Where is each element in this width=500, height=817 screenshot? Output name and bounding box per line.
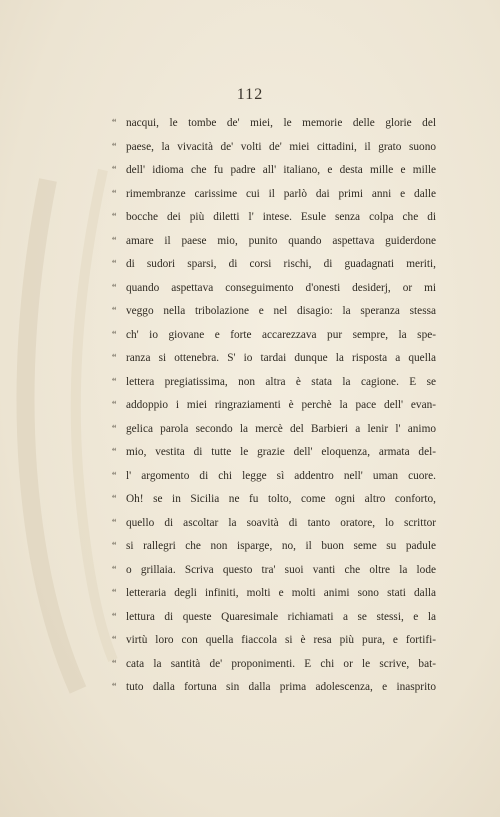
quote-mark: “ — [112, 235, 117, 247]
text-line — [112, 606, 436, 630]
quote-mark: “ — [112, 400, 117, 411]
line-text: lettura di queste Quaresimale richiamati a se stessi, e la — [126, 610, 436, 623]
text-line — [112, 136, 436, 160]
text-body — [112, 112, 436, 700]
line-text: addoppio i miei ringraziamenti è perchè la pace dell' evan- — [126, 399, 436, 411]
text-line — [112, 324, 436, 348]
quote-mark: “ — [112, 423, 117, 435]
quote-mark: “ — [112, 564, 117, 576]
text-line — [112, 535, 436, 559]
line-text: ch' io giovane e forte accarezzava pur sempre, la spe- — [126, 328, 436, 341]
line-text: virtù loro con quella fiaccola si è resa più pura, e fortifi- — [126, 634, 436, 646]
line-text: bocche dei più diletti l' intese. Esule senza colpa che di — [126, 211, 436, 223]
quote-mark: “ — [112, 682, 117, 693]
quote-mark: “ — [112, 447, 117, 458]
text-line — [112, 300, 436, 324]
line-text: dell' idioma che fu padre all' italiano, e desta mille e mille — [126, 164, 436, 176]
line-text: ranza si ottenebra. S' io tardai dunque la risposta a quella — [126, 352, 436, 364]
text-line — [112, 676, 436, 700]
text-line — [112, 159, 436, 183]
line-text: rimembranze carissime cui il parlò dai primi anni e dalle — [126, 187, 436, 200]
text-line — [112, 582, 436, 606]
line-text: gelica parola secondo la mercè del Barbieri a lenir l' animo — [126, 422, 436, 435]
line-text: nacqui, le tombe de' miei, le memorie delle glorie del — [126, 117, 436, 129]
quote-mark: “ — [112, 329, 117, 341]
text-line — [112, 465, 436, 489]
text-line — [112, 653, 436, 677]
quote-mark: “ — [112, 376, 117, 388]
quote-mark: “ — [112, 470, 117, 482]
quote-mark: “ — [112, 259, 117, 270]
text-line — [112, 277, 436, 301]
text-line — [112, 559, 436, 583]
text-line — [112, 347, 436, 371]
text-line — [112, 441, 436, 465]
quote-mark: “ — [112, 588, 117, 599]
quote-mark: “ — [112, 212, 117, 223]
quote-mark: “ — [112, 118, 117, 129]
quote-mark: “ — [112, 353, 117, 364]
quote-mark: “ — [112, 282, 117, 294]
text-line — [112, 394, 436, 418]
line-text: Oh! se in Sicilia ne fu tolto, come ogni altro conforto, — [126, 493, 436, 505]
text-line — [112, 512, 436, 536]
text-line — [112, 629, 436, 653]
quote-mark: “ — [112, 141, 117, 153]
line-text: tuto dalla fortuna sin dalla prima adolescenza, e inasprito — [126, 681, 436, 693]
text-line — [112, 371, 436, 395]
page-stain — [8, 0, 118, 817]
line-text: mio, vestita di tutte le grazie dell' eloquenza, armata del- — [126, 446, 436, 458]
quote-mark: “ — [112, 306, 117, 317]
quote-mark: “ — [112, 658, 117, 670]
quote-mark: “ — [112, 611, 117, 623]
line-text: veggo nella tribolazione e nel disagio: la speranza stessa — [126, 305, 436, 317]
line-text: paese, la vivacità de' volti de' miei cittadini, il grato suono — [126, 140, 436, 153]
line-text: l' argomento di chi legge sì addentro nell' uman cuore. — [126, 469, 436, 482]
text-line — [112, 206, 436, 230]
quote-mark: “ — [112, 635, 117, 646]
text-line — [112, 112, 436, 136]
text-line — [112, 230, 436, 254]
quote-mark: “ — [112, 494, 117, 505]
text-line — [112, 488, 436, 512]
text-line — [112, 253, 436, 277]
page-number: 112 — [236, 86, 264, 103]
line-text: letteraria degli infiniti, molti e molti animi sono stati dalla — [126, 587, 436, 599]
quote-mark: “ — [112, 541, 117, 552]
text-line — [112, 183, 436, 207]
line-text: quando aspettava conseguimento d'onesti desiderj, or mi — [126, 281, 436, 294]
line-text: amare il paese mio, punito quando aspettava guiderdone — [126, 234, 436, 247]
line-text: cata la santità de' proponimenti. E chi or le scrive, bat- — [126, 657, 436, 670]
quote-mark: “ — [112, 188, 117, 200]
line-text: lettera pregiatissima, non altra è stata la cagione. E se — [126, 375, 436, 388]
line-text: di sudori sparsi, di corsi rischi, di guadagnati meriti, — [126, 258, 436, 270]
line-text: o grillaia. Scriva questo tra' suoi vanti che oltre la lode — [126, 563, 436, 576]
quote-mark: “ — [112, 517, 117, 529]
quote-mark: “ — [112, 165, 117, 176]
line-text: si rallegri che non isparge, no, il buon seme su padule — [126, 540, 436, 552]
line-text: quello di ascoltar la soavità di tanto oratore, lo scrittor — [126, 516, 436, 529]
text-line — [112, 418, 436, 442]
